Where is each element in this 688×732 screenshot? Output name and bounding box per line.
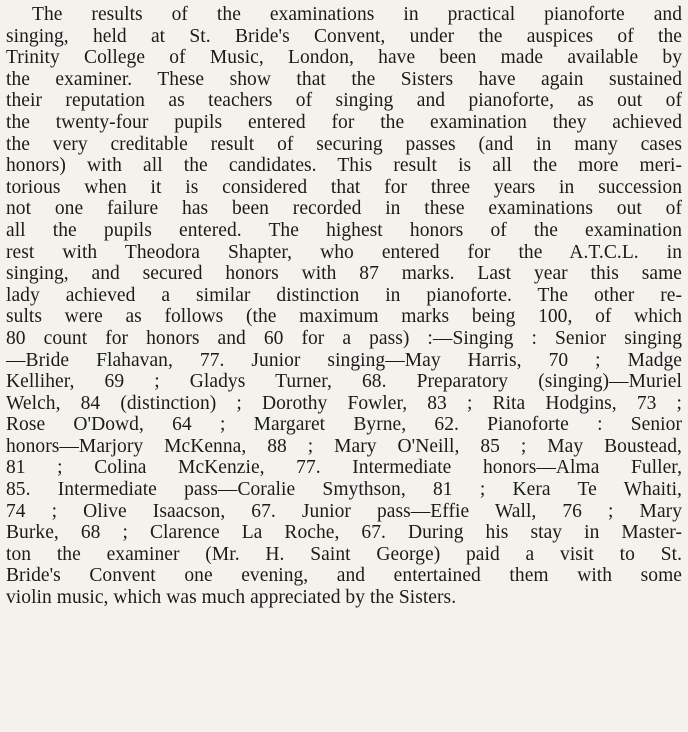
- text-line: Trinity College of Music, London, have been made available by: [6, 47, 682, 69]
- text-line: 81 ; Colina McKenzie, 77. Intermediate honors—Alma Fuller,: [6, 457, 682, 479]
- text-line: the twenty-four pupils entered for the examination they achieved: [6, 111, 682, 133]
- text-line: singing, and secured honors with 87 marks. Last year this same: [6, 263, 682, 285]
- text-line: their reputation as teachers of singing and pianoforte, as out of: [6, 90, 682, 112]
- text-line: Rose O'Dowd, 64 ; Margaret Byrne, 62. Pianoforte : Senior: [6, 414, 682, 436]
- text-line: Kelliher, 69 ; Gladys Turner, 68. Preparatory (singing)—Muriel: [6, 371, 682, 393]
- text-line: ton the examiner (Mr. H. Saint George) paid a visit to St.: [6, 543, 682, 565]
- text-line: Bride's Convent one evening, and entertained them with some: [6, 565, 682, 587]
- text-line: rest with Theodora Shapter, who entered for the A.T.C.L. in: [6, 241, 682, 263]
- text-line: singing, held at St. Bride's Convent, under the auspices of the: [6, 25, 682, 47]
- text-line: —Bride Flahavan, 77. Junior singing—May Harris, 70 ; Madge: [6, 349, 682, 371]
- text-line: Welch, 84 (distinction) ; Dorothy Fowler, 83 ; Rita Hodgins, 73 ;: [6, 392, 682, 414]
- text-line: 80 count for honors and 60 for a pass) :—Singing : Senior singing: [6, 327, 682, 349]
- article-body: [6, 4, 682, 609]
- text-line: 74 ; Olive Isaacson, 67. Junior pass—Effie Wall, 76 ; Mary: [6, 500, 682, 522]
- text-line: Burke, 68 ; Clarence La Roche, 67. During his stay in Master-: [6, 522, 682, 544]
- text-line: violin music, which was much appreciated by the Sisters.: [6, 587, 457, 609]
- text-line: The results of the examinations in practical pianoforte and: [32, 4, 682, 25]
- text-line: torious when it is considered that for three years in succession: [6, 176, 682, 198]
- text-line: not one failure has been recorded in these examinations out of: [6, 198, 682, 220]
- text-line: lady achieved a similar distinction in pianoforte. The other re-: [6, 284, 682, 306]
- text-line: 85. Intermediate pass—Coralie Smythson, 81 ; Kera Te Whaiti,: [6, 479, 682, 501]
- text-line: the examiner. These show that the Sisters have again sustained: [6, 68, 682, 90]
- text-line: all the pupils entered. The highest honors of the examination: [6, 219, 682, 241]
- text-line: honors—Marjory McKenna, 88 ; Mary O'Neill, 85 ; May Boustead,: [6, 435, 682, 457]
- text-line: sults were as follows (the maximum marks being 100, of which: [6, 306, 682, 328]
- text-line: the very creditable result of securing passes (and in many cases: [6, 133, 682, 155]
- text-line: honors) with all the candidates. This result is all the more meri-: [6, 155, 682, 177]
